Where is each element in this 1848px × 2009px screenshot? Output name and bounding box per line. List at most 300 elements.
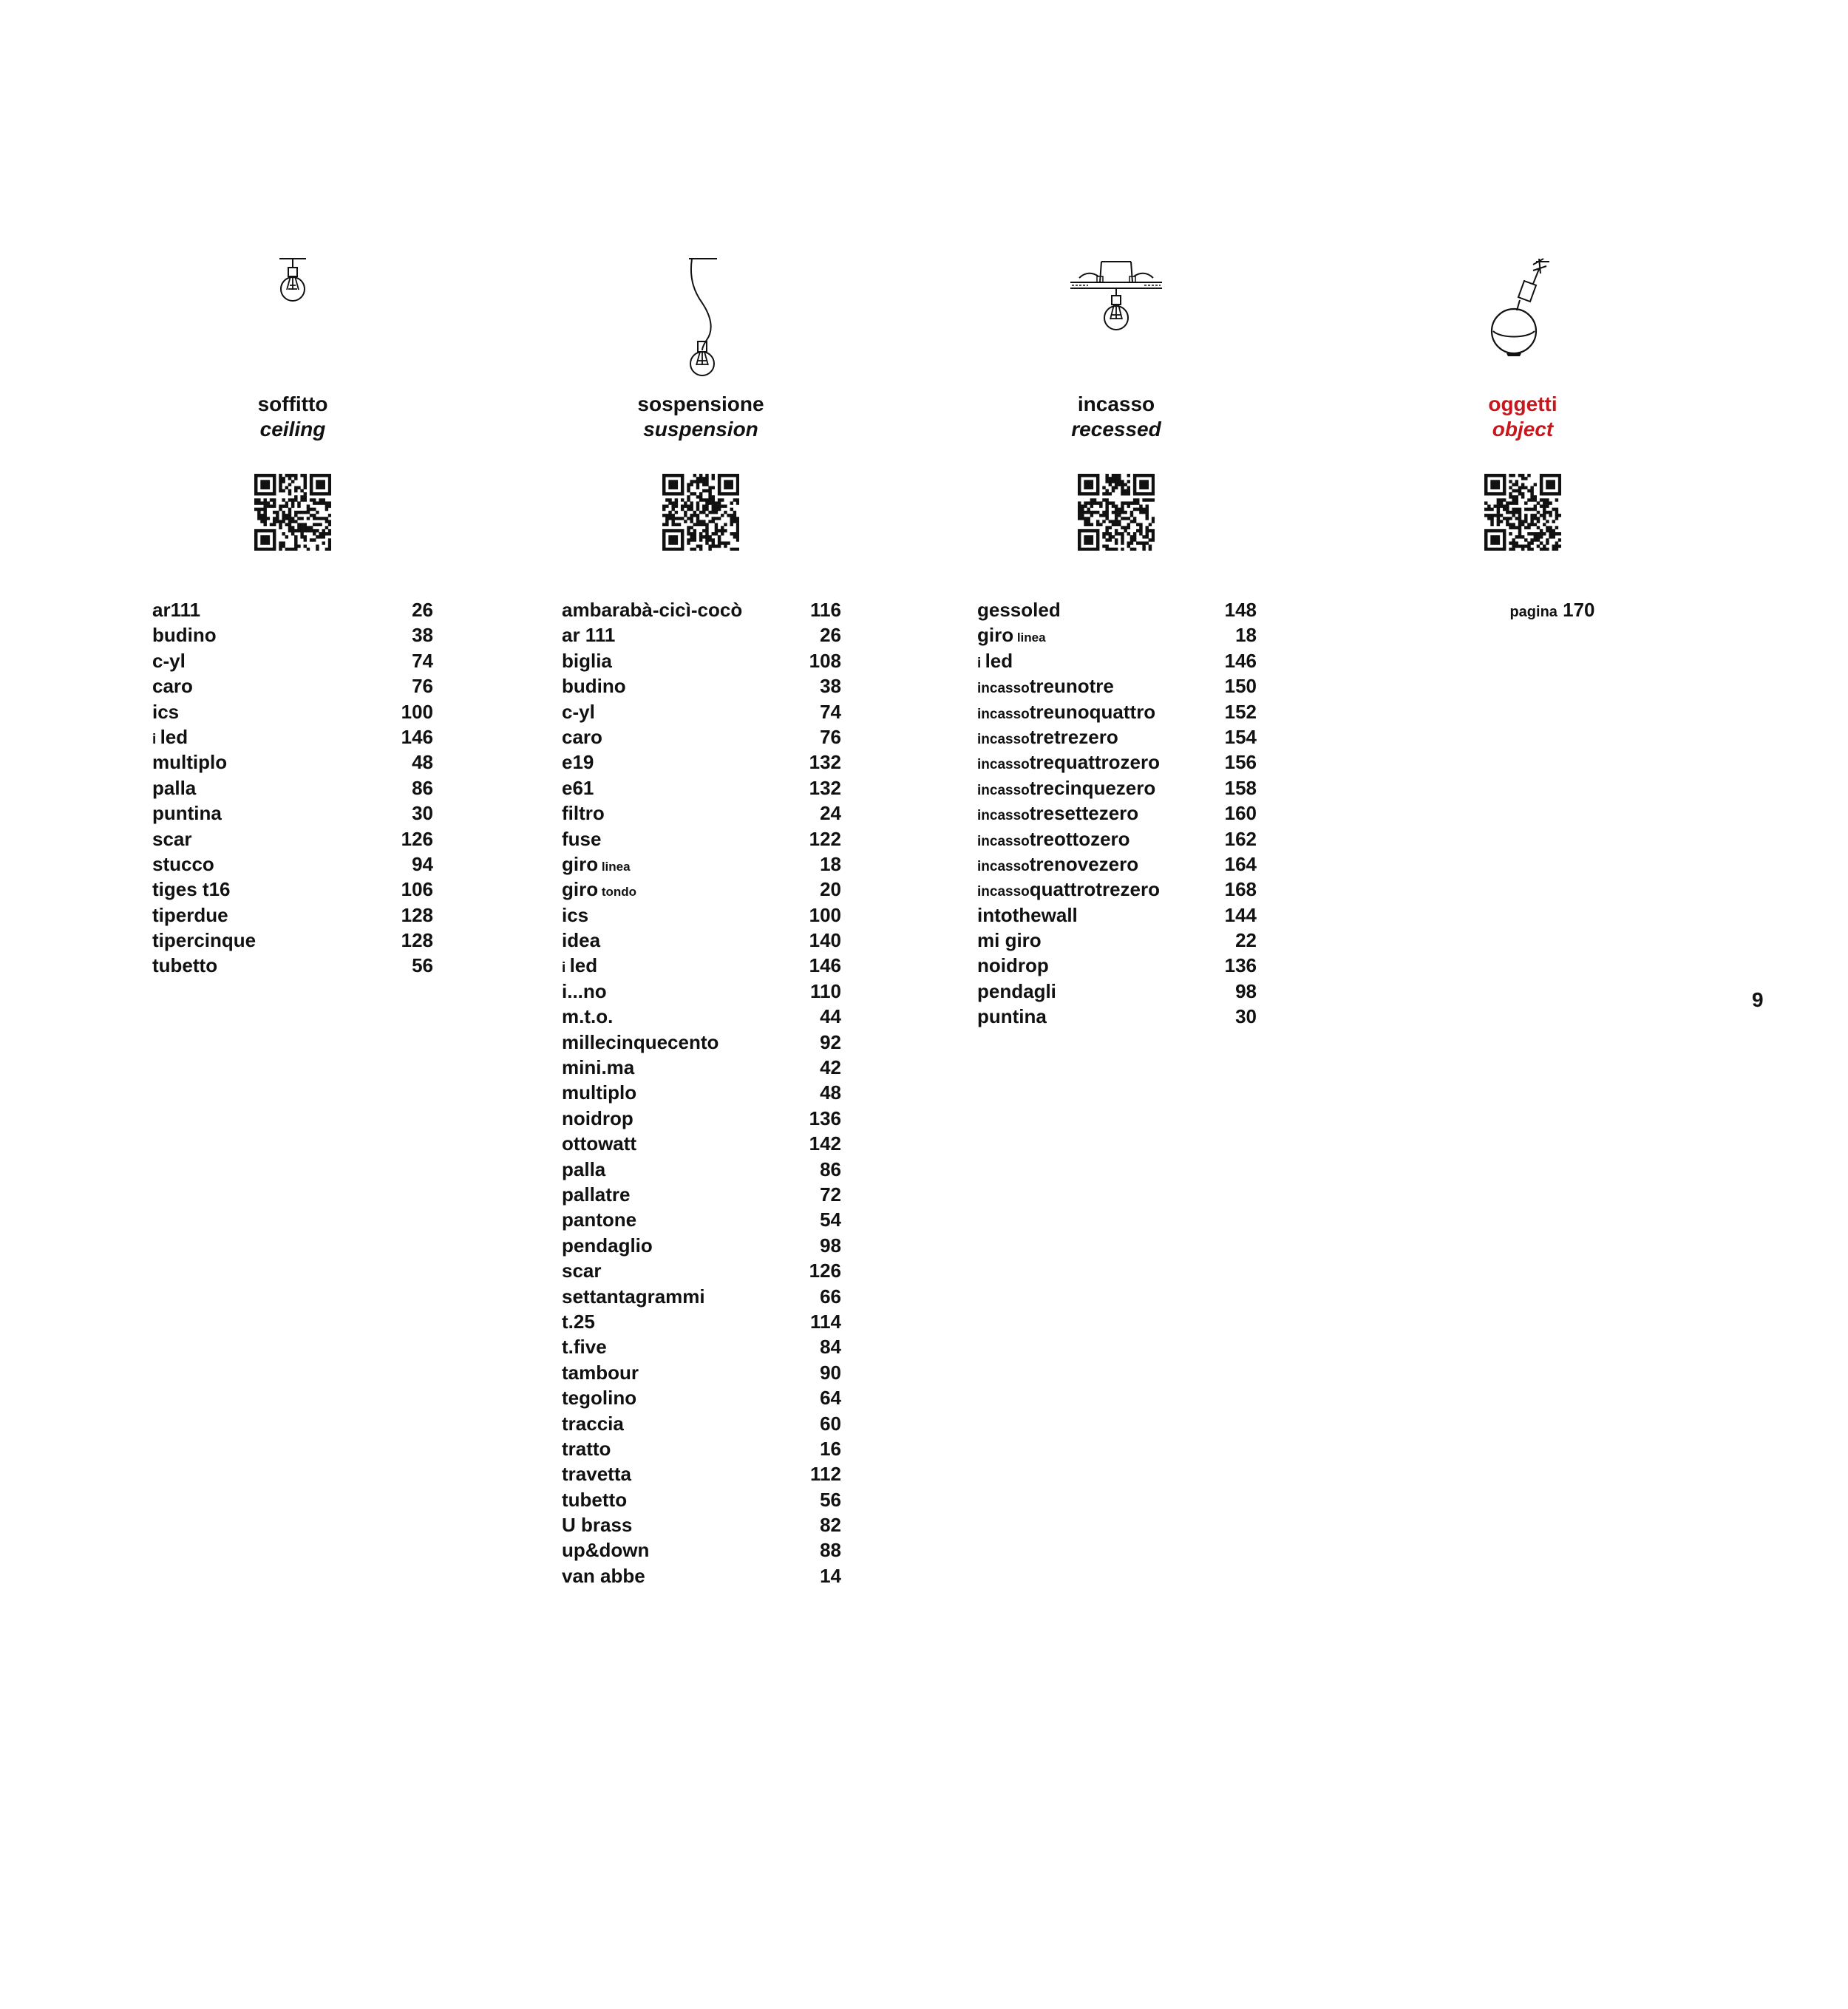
page-number: 110 [810, 979, 841, 1002]
list-item[interactable] [977, 1004, 1257, 1029]
product-name [977, 979, 1056, 1004]
list-item[interactable] [562, 953, 841, 978]
product-name-text: e19 [562, 751, 594, 774]
product-name [562, 1258, 602, 1283]
list-item[interactable] [562, 775, 841, 800]
list-item[interactable] [562, 724, 841, 749]
page-number: 72 [820, 1183, 841, 1206]
product-name [562, 800, 605, 826]
product-name-text: tipercinque [152, 929, 257, 952]
page-number: 146 [809, 954, 841, 977]
product-name [562, 1055, 634, 1080]
page-number: 82 [820, 1514, 841, 1537]
product-name-text: travetta [562, 1463, 631, 1486]
product-prefix: incasso [977, 884, 1030, 900]
page-number: 100 [809, 903, 841, 926]
page-number: 142 [809, 1132, 841, 1155]
list-item[interactable] [562, 1360, 841, 1385]
category-title: soffitto [257, 392, 328, 415]
product-name-text: settantagrammi [562, 1285, 705, 1308]
list-item[interactable] [562, 877, 841, 902]
page-reference[interactable] [1478, 597, 1626, 625]
page-number: 18 [820, 852, 841, 875]
product-name [977, 826, 1130, 854]
product-name-text: stucco [152, 852, 214, 875]
product-name [562, 1563, 645, 1588]
page-number: 86 [412, 776, 433, 799]
list-item[interactable] [152, 724, 433, 749]
product-name-text: trequattrozero [1029, 751, 1161, 774]
product-prefix: incasso [977, 833, 1030, 849]
page-number: 56 [412, 954, 433, 977]
product-name-text: quattrotrezero [1029, 878, 1161, 901]
product-name-text: giro [977, 624, 1014, 647]
product-prefix: incasso [977, 858, 1030, 874]
list-item[interactable] [152, 928, 433, 953]
product-name-text: tratto [562, 1437, 611, 1460]
product-name [562, 1284, 705, 1309]
list-item[interactable] [562, 1537, 841, 1563]
product-name-text: U brass [562, 1514, 633, 1537]
product-name [562, 953, 597, 981]
product-name-text: biglia [562, 649, 612, 672]
list-item[interactable] [562, 622, 841, 647]
list-item[interactable] [152, 877, 433, 902]
page-number: 136 [809, 1107, 841, 1129]
page-number: 48 [412, 751, 433, 774]
product-name [562, 1487, 627, 1512]
page-number: 44 [820, 1005, 841, 1028]
page-number: 14 [820, 1564, 841, 1587]
list-item[interactable] [562, 1385, 841, 1410]
page-number: 94 [412, 852, 433, 875]
list-item[interactable] [152, 902, 433, 928]
product-name-text: ar111 [152, 599, 201, 621]
product-name [152, 800, 222, 826]
list-item[interactable] [152, 749, 433, 775]
list-item[interactable] [562, 1182, 841, 1207]
page-number: 126 [401, 827, 433, 850]
page-number: 132 [809, 776, 841, 799]
page-number: 98 [820, 1234, 841, 1257]
product-name [562, 1436, 611, 1461]
product-name-text: tresettezero [1029, 802, 1139, 825]
list-item[interactable] [977, 699, 1257, 724]
page-number: 140 [809, 929, 841, 952]
product-name-text: tubetto [562, 1488, 628, 1511]
product-name [152, 877, 231, 902]
page-number: 22 [1235, 929, 1257, 952]
list-item[interactable] [562, 1284, 841, 1309]
product-name-text: fuse [562, 827, 602, 850]
page-number: 26 [820, 624, 841, 647]
page-number: 100 [401, 700, 433, 723]
product-name-text: gessoled [977, 599, 1061, 621]
list-item[interactable] [152, 622, 433, 647]
product-name [977, 775, 1155, 803]
page-number: 156 [1224, 751, 1257, 774]
list-item[interactable] [152, 597, 433, 622]
page-number: 86 [820, 1158, 841, 1180]
list-item[interactable] [562, 1004, 841, 1029]
product-name-text: c-yl [562, 700, 595, 723]
page-number: 84 [820, 1336, 841, 1359]
page-number: 30 [1235, 1005, 1257, 1028]
product-name [562, 1385, 636, 1410]
list-item[interactable] [152, 648, 433, 673]
product-name [562, 1512, 632, 1537]
page-number: 128 [401, 903, 433, 926]
page-number: 88 [820, 1539, 841, 1562]
product-name [562, 1131, 636, 1156]
product-name-text: noidrop [562, 1107, 633, 1129]
list-item[interactable] [562, 648, 841, 673]
product-name-text: noidrop [977, 954, 1049, 977]
product-name-text: multiplo [562, 1081, 637, 1104]
page-number: 116 [810, 599, 841, 621]
page-number: 132 [809, 751, 841, 774]
product-name [562, 699, 595, 724]
list-item[interactable] [152, 699, 433, 724]
category-subtitle: suspension [643, 418, 758, 441]
category-subtitle: object [1492, 418, 1554, 441]
list-item[interactable] [562, 851, 841, 877]
list-item[interactable] [977, 775, 1257, 800]
list-item[interactable] [977, 622, 1257, 647]
product-name [152, 597, 200, 622]
qr-code[interactable] [1484, 474, 1561, 551]
page-number: 146 [401, 725, 433, 748]
qr-code[interactable] [1078, 474, 1155, 551]
product-name-text: multiplo [152, 751, 228, 774]
product-name [977, 622, 1046, 650]
product-name-text: pantone [562, 1209, 637, 1231]
product-prefix: incasso [977, 706, 1030, 722]
page-number: 108 [809, 649, 841, 672]
product-name [977, 673, 1114, 701]
list-item[interactable] [562, 800, 841, 826]
product-name [152, 724, 188, 752]
product-name-text: led [985, 649, 1013, 672]
product-name-text: led [569, 954, 598, 977]
list-item[interactable] [977, 648, 1257, 673]
list-item[interactable] [562, 1487, 841, 1512]
product-name [562, 1157, 605, 1182]
product-name-text: pendagli [977, 979, 1056, 1002]
product-name [977, 851, 1138, 880]
product-name [562, 1207, 636, 1232]
category-title: sospensione [637, 392, 764, 415]
product-suffix: tondo [598, 885, 637, 900]
page-number: 164 [1224, 852, 1257, 875]
page-number: 64 [820, 1387, 841, 1410]
list-item[interactable] [562, 1157, 841, 1182]
page-number: 136 [1224, 954, 1257, 977]
product-name [152, 902, 228, 928]
list-item[interactable] [562, 1207, 841, 1232]
product-name [977, 928, 1042, 953]
product-name-text: tegolino [562, 1387, 637, 1410]
product-list-incasso [977, 597, 1257, 1030]
product-name [977, 749, 1160, 778]
product-name [977, 648, 1013, 676]
product-name-text: m.t.o. [562, 1005, 614, 1028]
product-name-text: pendaglio [562, 1234, 653, 1257]
list-item[interactable] [562, 1258, 841, 1283]
list-item[interactable] [977, 877, 1257, 902]
product-name [562, 775, 594, 800]
product-name-text: ottowatt [562, 1132, 637, 1155]
product-prefix: incasso [977, 808, 1030, 824]
list-item[interactable] [977, 800, 1257, 826]
list-item[interactable] [562, 673, 841, 698]
product-name-text: tretrezero [1029, 725, 1118, 748]
product-name [562, 673, 626, 698]
product-name-text: tiperdue [152, 903, 228, 926]
list-item[interactable] [977, 826, 1257, 851]
page-number: 114 [810, 1310, 841, 1333]
product-name [977, 902, 1078, 928]
page-number: 98 [1235, 979, 1257, 1002]
product-name-text: scar [152, 827, 192, 850]
list-item[interactable] [977, 724, 1257, 749]
product-name-text: puntina [152, 802, 222, 825]
list-item[interactable] [562, 1106, 841, 1131]
product-name-text: puntina [977, 1005, 1047, 1028]
page-number: 148 [1224, 599, 1257, 621]
product-name [977, 1004, 1047, 1029]
list-item[interactable] [562, 928, 841, 953]
product-name [562, 749, 594, 775]
list-item[interactable] [977, 979, 1257, 1004]
page-number: 126 [809, 1260, 841, 1282]
product-name [152, 699, 179, 724]
product-name-text: ics [562, 903, 589, 926]
product-name-text: idea [562, 929, 601, 952]
product-name-text: led [160, 725, 188, 748]
list-item[interactable] [562, 1233, 841, 1258]
product-name [977, 800, 1138, 829]
product-name-text: scar [562, 1260, 602, 1282]
product-name [562, 1080, 636, 1105]
product-name [562, 1030, 719, 1055]
list-item[interactable] [562, 699, 841, 724]
product-name-text: ics [152, 700, 180, 723]
page-number: 38 [820, 675, 841, 698]
product-name-text: t.five [562, 1336, 607, 1359]
list-item[interactable] [562, 1309, 841, 1334]
category-title: incasso [1077, 392, 1155, 415]
product-name [562, 979, 607, 1004]
page-number: 60 [820, 1412, 841, 1435]
product-name [562, 1106, 633, 1131]
product-name [152, 953, 217, 978]
product-name [562, 826, 601, 851]
product-name [977, 724, 1118, 752]
product-suffix: linea [1013, 630, 1046, 645]
page-number: 158 [1224, 776, 1257, 799]
product-suffix: linea [598, 859, 631, 874]
product-name-text: palla [152, 776, 197, 799]
object-lamp-icon [1490, 259, 1557, 358]
list-item[interactable] [152, 826, 433, 851]
product-name-text: tubetto [152, 954, 218, 977]
page-number: 160 [1224, 802, 1257, 825]
list-item[interactable] [562, 1461, 841, 1486]
product-name-text: tambour [562, 1361, 639, 1384]
product-name [152, 928, 256, 953]
list-item[interactable] [562, 1131, 841, 1156]
list-item[interactable] [977, 673, 1257, 698]
list-item[interactable] [152, 953, 433, 978]
product-name-text: c-yl [152, 649, 186, 672]
product-name [152, 673, 193, 698]
pendant-lamp-icon [684, 257, 721, 380]
product-name-text: filtro [562, 802, 605, 825]
page-number: 26 [412, 599, 433, 621]
product-prefix: i [977, 655, 985, 671]
product-name-text: pallatre [562, 1183, 631, 1206]
product-prefix: incasso [977, 681, 1030, 697]
product-name-text: trecinquezero [1029, 776, 1156, 799]
page-number: 76 [412, 675, 433, 698]
product-name [152, 749, 227, 775]
page-number: 16 [820, 1437, 841, 1460]
list-item[interactable] [562, 1055, 841, 1080]
product-name [152, 622, 217, 647]
product-name-text: van abbe [562, 1564, 645, 1587]
product-name-text: mini.ma [562, 1056, 635, 1079]
page-label: pagina [1509, 604, 1557, 620]
page-number: 150 [1224, 675, 1257, 698]
product-name-text: mi giro [977, 929, 1042, 952]
page-number: 106 [401, 878, 433, 901]
page-number: 122 [809, 827, 841, 850]
product-name [152, 775, 196, 800]
product-name-text: giro [562, 878, 599, 901]
product-name-text: up&down [562, 1539, 650, 1562]
list-item[interactable] [977, 851, 1257, 877]
product-prefix: incasso [977, 731, 1030, 747]
product-name [977, 597, 1061, 622]
page-value: 170 [1563, 599, 1595, 621]
product-name-text: ar 111 [562, 624, 616, 647]
page-number: 146 [1224, 649, 1257, 672]
product-name [562, 851, 631, 880]
product-name-text: palla [562, 1158, 606, 1180]
page-number: 66 [820, 1285, 841, 1308]
product-name [562, 1461, 631, 1486]
page-number: 168 [1224, 878, 1257, 901]
product-name [152, 826, 192, 851]
category-subtitle: recessed [1071, 418, 1161, 441]
list-item[interactable] [562, 1080, 841, 1105]
product-name-text: traccia [562, 1412, 624, 1435]
list-item[interactable] [152, 673, 433, 698]
list-item[interactable] [562, 1030, 841, 1055]
product-name-text: i...no [562, 979, 607, 1002]
list-item[interactable] [977, 902, 1257, 928]
recessed-lamp-icon [1070, 256, 1162, 334]
product-name-text: t.25 [562, 1310, 595, 1333]
product-name [977, 877, 1160, 905]
list-item[interactable] [562, 1334, 841, 1359]
list-item[interactable] [562, 597, 841, 622]
page-number: 54 [820, 1209, 841, 1231]
product-name [977, 699, 1155, 727]
page-number: 76 [820, 725, 841, 748]
list-item[interactable] [152, 851, 433, 877]
page-number: 128 [401, 929, 433, 952]
page-number: 90 [820, 1361, 841, 1384]
qr-code[interactable] [662, 474, 739, 551]
page-number: 112 [810, 1463, 841, 1486]
list-item[interactable] [562, 1436, 841, 1461]
list-item[interactable] [562, 1411, 841, 1436]
product-name [562, 1004, 613, 1029]
list-item[interactable] [152, 800, 433, 826]
list-item[interactable] [152, 775, 433, 800]
list-item[interactable] [977, 928, 1257, 953]
page-number: 152 [1224, 700, 1257, 723]
product-name-text: treunoquattro [1029, 700, 1156, 723]
product-name [562, 1411, 624, 1436]
product-name [562, 1334, 607, 1359]
page-number: 42 [820, 1056, 841, 1079]
product-name [562, 902, 588, 928]
list-item[interactable] [562, 749, 841, 775]
list-item[interactable] [977, 749, 1257, 775]
list-item[interactable] [562, 826, 841, 851]
ceiling-lamp-icon [276, 257, 309, 309]
list-item[interactable] [977, 953, 1257, 978]
page-number: 154 [1224, 725, 1257, 748]
product-name-text: budino [562, 675, 626, 698]
page-number: 74 [820, 700, 841, 723]
qr-code[interactable] [254, 474, 331, 551]
list-item[interactable] [562, 1563, 841, 1588]
product-name-text: trenovezero [1029, 852, 1139, 875]
page-number: 162 [1224, 827, 1257, 850]
product-list-soffitto [152, 597, 433, 979]
list-item[interactable] [977, 597, 1257, 622]
product-prefix: i [562, 960, 570, 976]
list-item[interactable] [562, 979, 841, 1004]
product-name [562, 622, 615, 647]
product-name-text: caro [562, 725, 602, 748]
product-name-text: millecinquecento [562, 1030, 719, 1053]
product-name-text: caro [152, 675, 193, 698]
page-number: 74 [412, 649, 433, 672]
product-name [562, 597, 742, 622]
product-name-text: e61 [562, 776, 594, 799]
page-number: 144 [1224, 903, 1257, 926]
product-name [562, 928, 600, 953]
product-prefix: incasso [977, 757, 1030, 773]
product-prefix: i [152, 731, 160, 747]
product-name [562, 724, 602, 749]
list-item[interactable] [562, 902, 841, 928]
product-name [562, 1537, 649, 1563]
product-name [152, 851, 214, 877]
list-item[interactable] [562, 1512, 841, 1537]
product-list-sospensione [562, 597, 841, 1588]
page-number: 56 [820, 1488, 841, 1511]
product-prefix: incasso [977, 782, 1030, 798]
product-name-text: intothewall [977, 903, 1078, 926]
page-number: 20 [820, 878, 841, 901]
product-name [977, 953, 1049, 978]
